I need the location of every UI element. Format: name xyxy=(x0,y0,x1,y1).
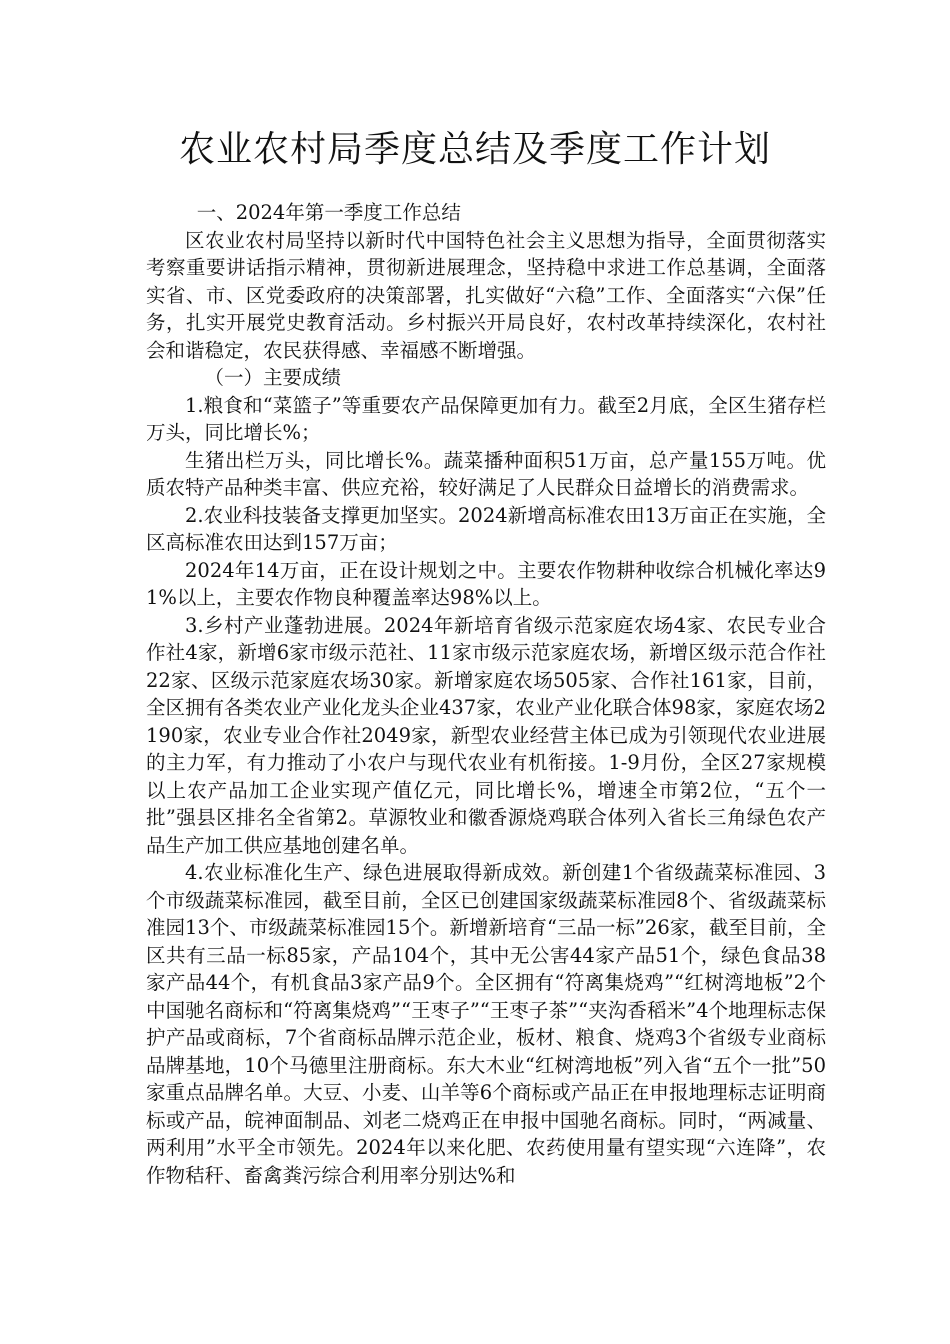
document-body xyxy=(146,199,826,1189)
document-title: 农业农村局季度总结及季度工作计划 xyxy=(178,129,771,170)
paragraph-mechanization: 2024年14万亩，正在设计规划之中。主要农作物耕种收综合机械化率达91%以上，主要农作物良种覆盖率达98%以上。 xyxy=(146,558,826,609)
section-heading: 一、2024年第一季度工作总结 xyxy=(196,201,461,224)
intro-paragraph: 区农业农村局坚持以新时代中国特色社会主义思想为指导，全面贯彻落实考察重要讲话指示精神，贯彻新进展理念，坚持稳中求进工作总基调，全面落实省、市、区党委政府的决策部署，扎实做好“六稳”工作、全面落实“六保”任务，扎实开展党史教育活动。乡村振兴开局良好，农村改革持续深化，农村社会和谐稳定，农民获得感、幸福感不断增强。 xyxy=(146,228,826,362)
paragraph-grain-supply: 1.粮食和“菜篮子”等重要农产品保障更加有力。截至2月底，全区生猪存栏万头，同比增长%； xyxy=(146,393,826,444)
paragraph-farm-tech: 2.农业科技装备支撑更加坚实。2024新增高标准农田13万亩正在实施，全区高标准农田达到157万亩； xyxy=(146,503,826,554)
paragraph-rural-industry: 3.乡村产业蓬勃进展。2024年新培育省级示范家庭农场4家、农民专业合作社4家，新增6家市级示范社、11家市级示范家庭农场，新增区级示范合作社22家、区级示范家庭农场30家。新增家庭农场505家、合作社161家，目前，全区拥有各类农业产业化龙头企业437家，农业产业化联合体98家，家庭农场2190家，农业专业合作社2049家，新型农业经营主体已成为引领现代农业进展的主力军，有力推动了小农户与现代农业有机衔接。1-9月份，全区27家规模以上农产品加工企业实现产值亿元，同比增长%，增速全市第2位，“五个一批”强县区排名全省第2。草源牧业和徽香源烧鸡联合体列入省长三角绿色农产品生产加工供应基地创建名单。 xyxy=(146,613,826,857)
paragraph-green-development: 4.农业标准化生产、绿色进展取得新成效。新创建1个省级蔬菜标准园、3个市级蔬菜标准园，截至目前，全区已创建国家级蔬菜标准园8个、省级蔬菜标准园13个、市级蔬菜标准园15个。新增新培育“三品一标”26家，截至目前，全区共有三品一标85家，产品104个，其中无公害44家产品51个，绿色食品38家产品44个，有机食品3家产品9个。全区拥有“符离集烧鸡”“红树湾地板”2个中国驰名商标和“符离集烧鸡”“王枣子”“王枣子茶”“夹沟香稻米”4个地理标志保护产品或商标，7个省商标品牌示范企业，板材、粮食、烧鸡3个省级专业商标品牌基地，10个马德里注册商标。东大木业“红树湾地板”列入省“五个一批”50家重点品牌名单。大豆、小麦、山羊等6个商标或产品正在申报地理标志证明商标或产品，皖神面制品、刘老二烧鸡正在申报中国驰名商标。同时，“两减量、两利用”水平全市领先。2024年以来化肥、农药使用量有望实现“六连降”，农作物秸秆、畜禽粪污综合利用率分别达%和 xyxy=(146,861,826,1187)
subsection-heading: （一）主要成绩 xyxy=(204,366,342,389)
paragraph-pig-vegetables: 生猪出栏万头，同比增长%。蔬菜播种面积51万亩，总产量155万吨。优质农特产品种类丰富、供应充裕，较好满足了人民群众日益增长的消费需求。 xyxy=(146,448,826,499)
